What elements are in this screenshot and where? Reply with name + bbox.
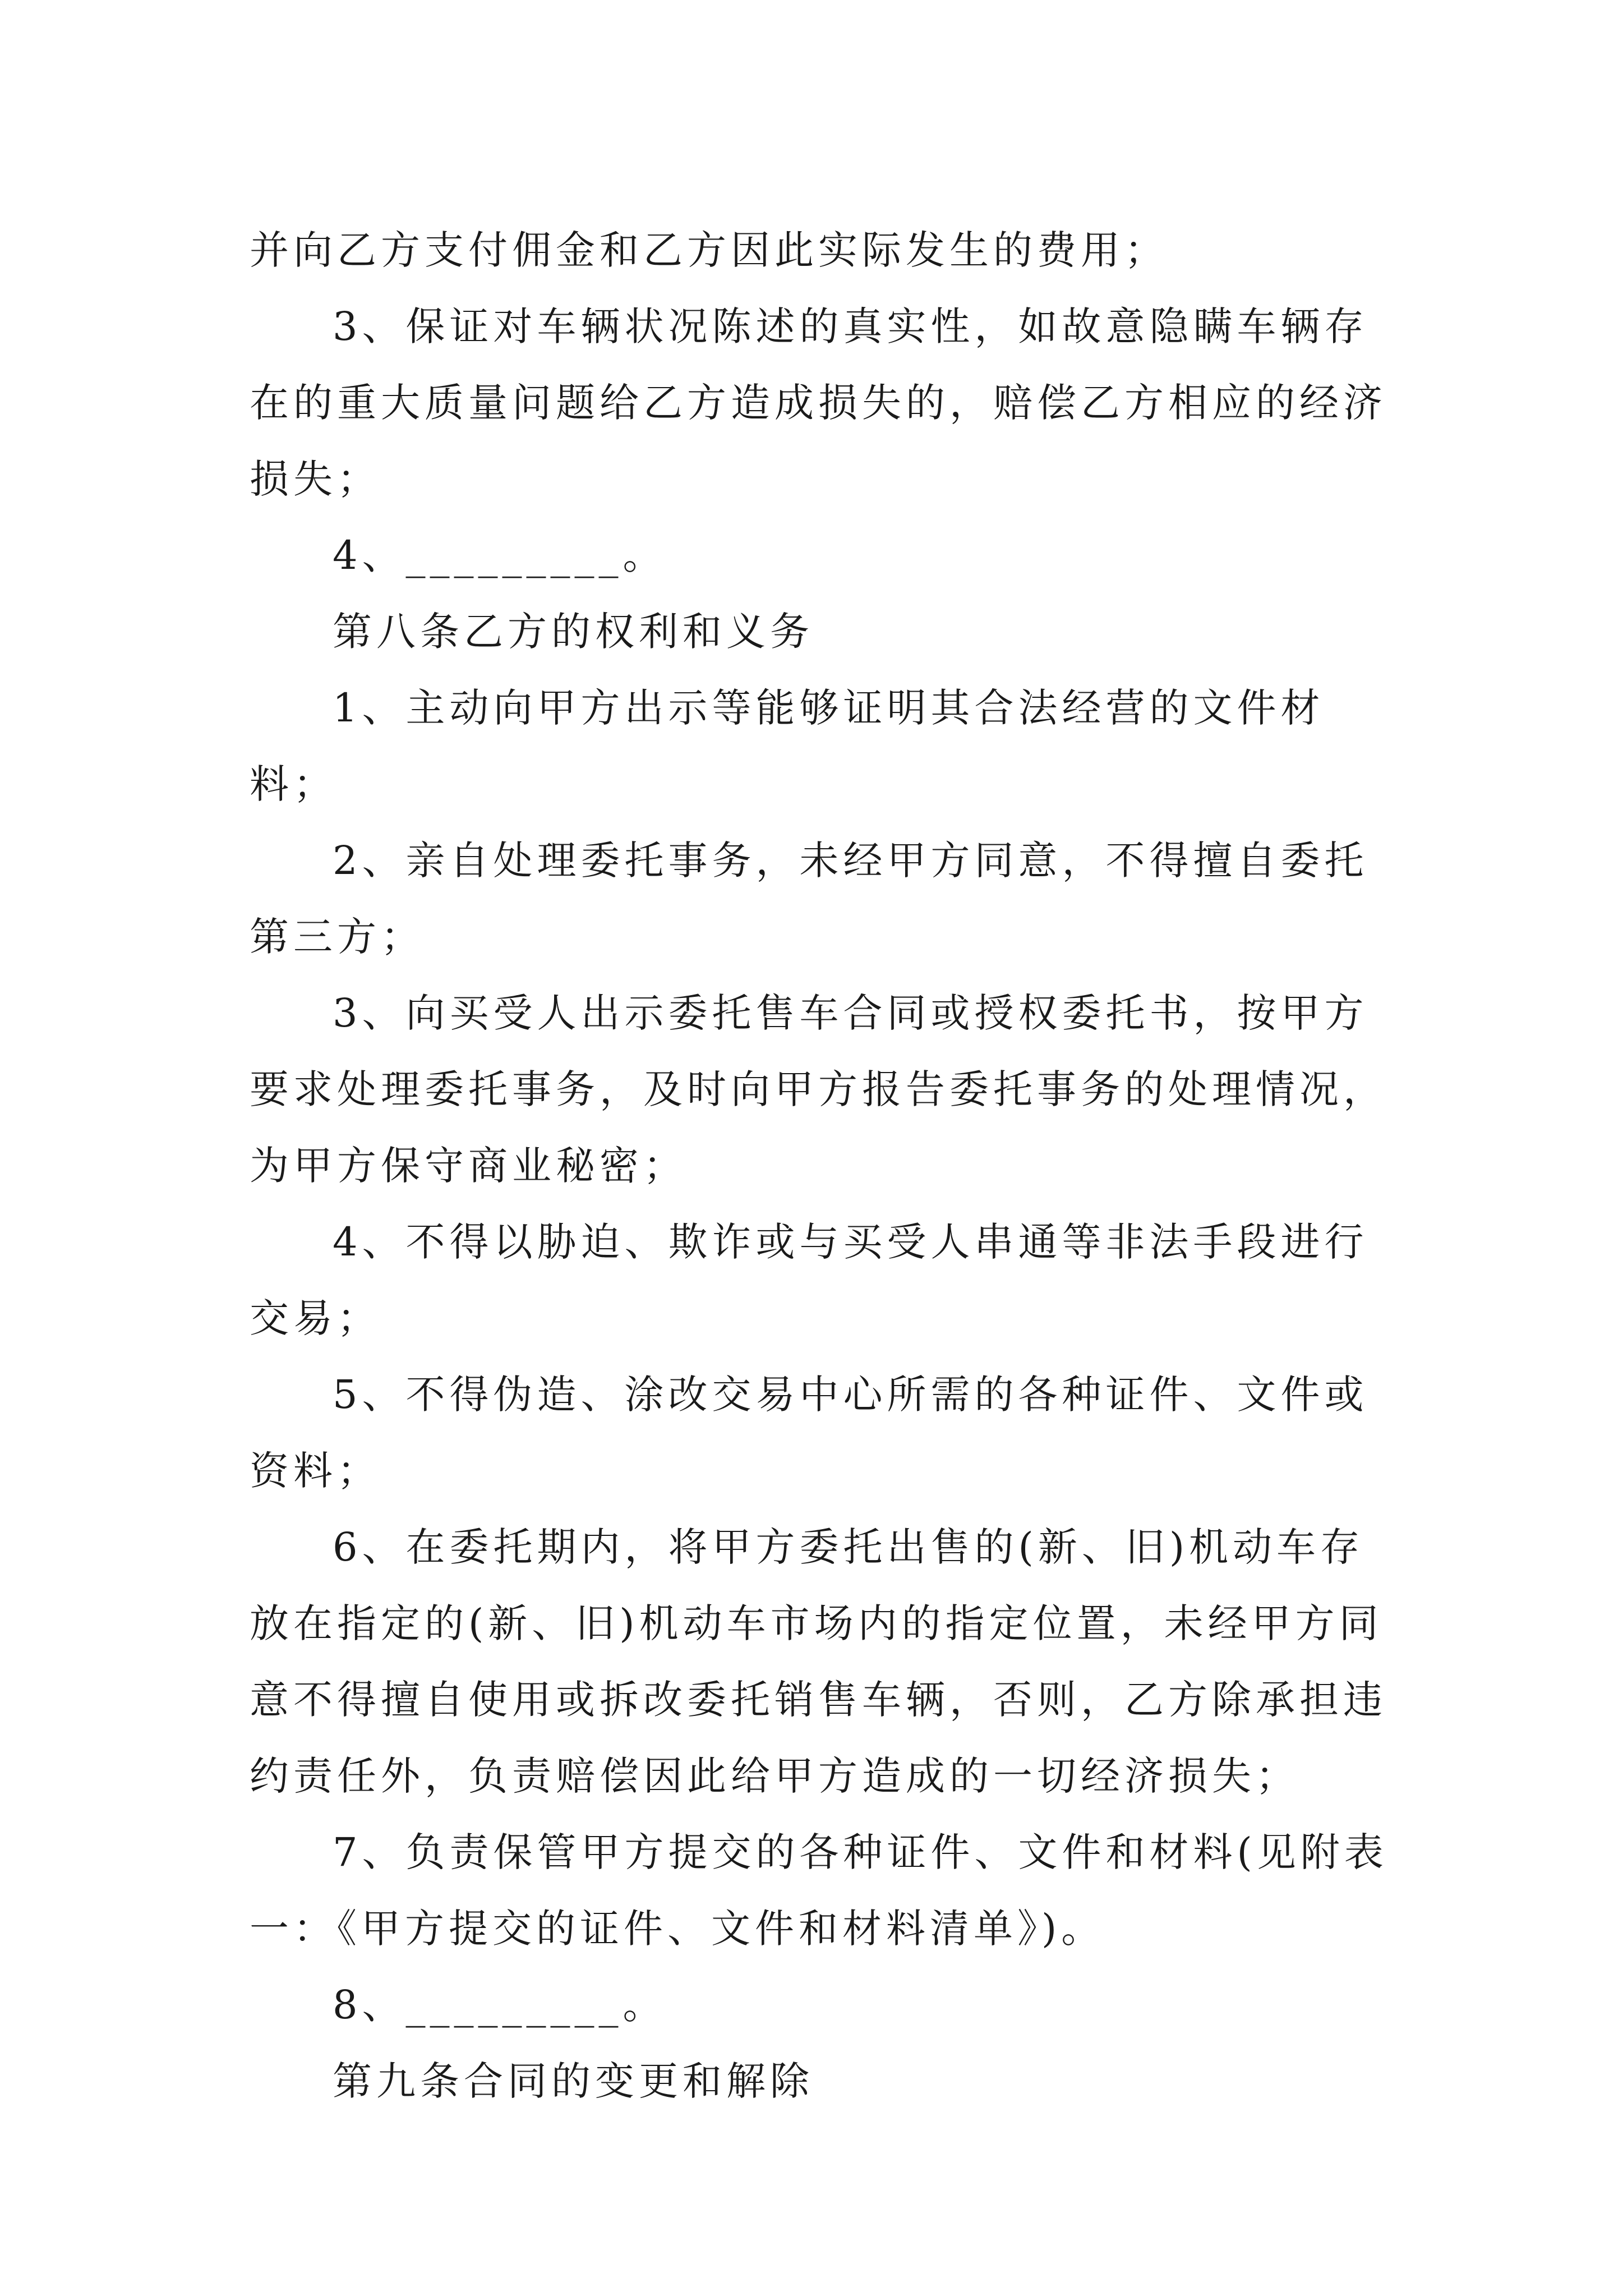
section-heading-article-8: 第八条乙方的权利和义务 — [333, 609, 814, 655]
paragraph-clause-3b: 3、向买受人出示委托售车合同或授权委托书，按甲方要求处理委托事务，及时向甲方报告委托事务的处理情况，为甲方保守商业秘密； — [250, 990, 1387, 1189]
paragraph-clause-2: 2、亲自处理委托事务，未经甲方同意，不得擅自委托第三方； — [250, 838, 1368, 960]
paragraph-clause-5: 5、不得伪造、涂改交易中心所需的各种证件、文件或资料； — [250, 1372, 1368, 1494]
paragraph-clause-6: 6、在委托期内，将甲方委托出售的(新、旧)机动车存放在指定的(新、旧)机动车市场内的指定位置，未经甲方同意不得擅自使用或拆改委托销售车辆，否则，乙方除承担违约责任外，负责赔偿因此给甲方造成的一切经济损失； — [250, 1524, 1387, 1799]
paragraph-clause-4: 4、_________。 — [333, 532, 667, 578]
paragraph-continuation: 并向乙方支付佣金和乙方因此实际发生的费用； — [250, 227, 1168, 273]
paragraph-clause-8: 8、_________。 — [333, 1982, 667, 2028]
paragraph-clause-3: 3、保证对车辆状况陈述的真实性，如故意隐瞒车辆存在的重大质量问题给乙方造成损失的，赔偿乙方相应的经济损失； — [250, 303, 1387, 502]
section-heading-article-9: 第九条合同的变更和解除 — [333, 2058, 814, 2104]
document-body — [250, 212, 1388, 2119]
paragraph-clause-4b: 4、不得以胁迫、欺诈或与买受人串通等非法手段进行交易； — [250, 1219, 1368, 1341]
paragraph-clause-7: 7、负责保管甲方提交的各种证件、文件和材料(见附表一：《甲方提交的证件、文件和材料清单》)。 — [250, 1829, 1388, 1952]
paragraph-clause-1: 1、主动向甲方出示等能够证明其合法经营的文件材料； — [250, 685, 1325, 807]
